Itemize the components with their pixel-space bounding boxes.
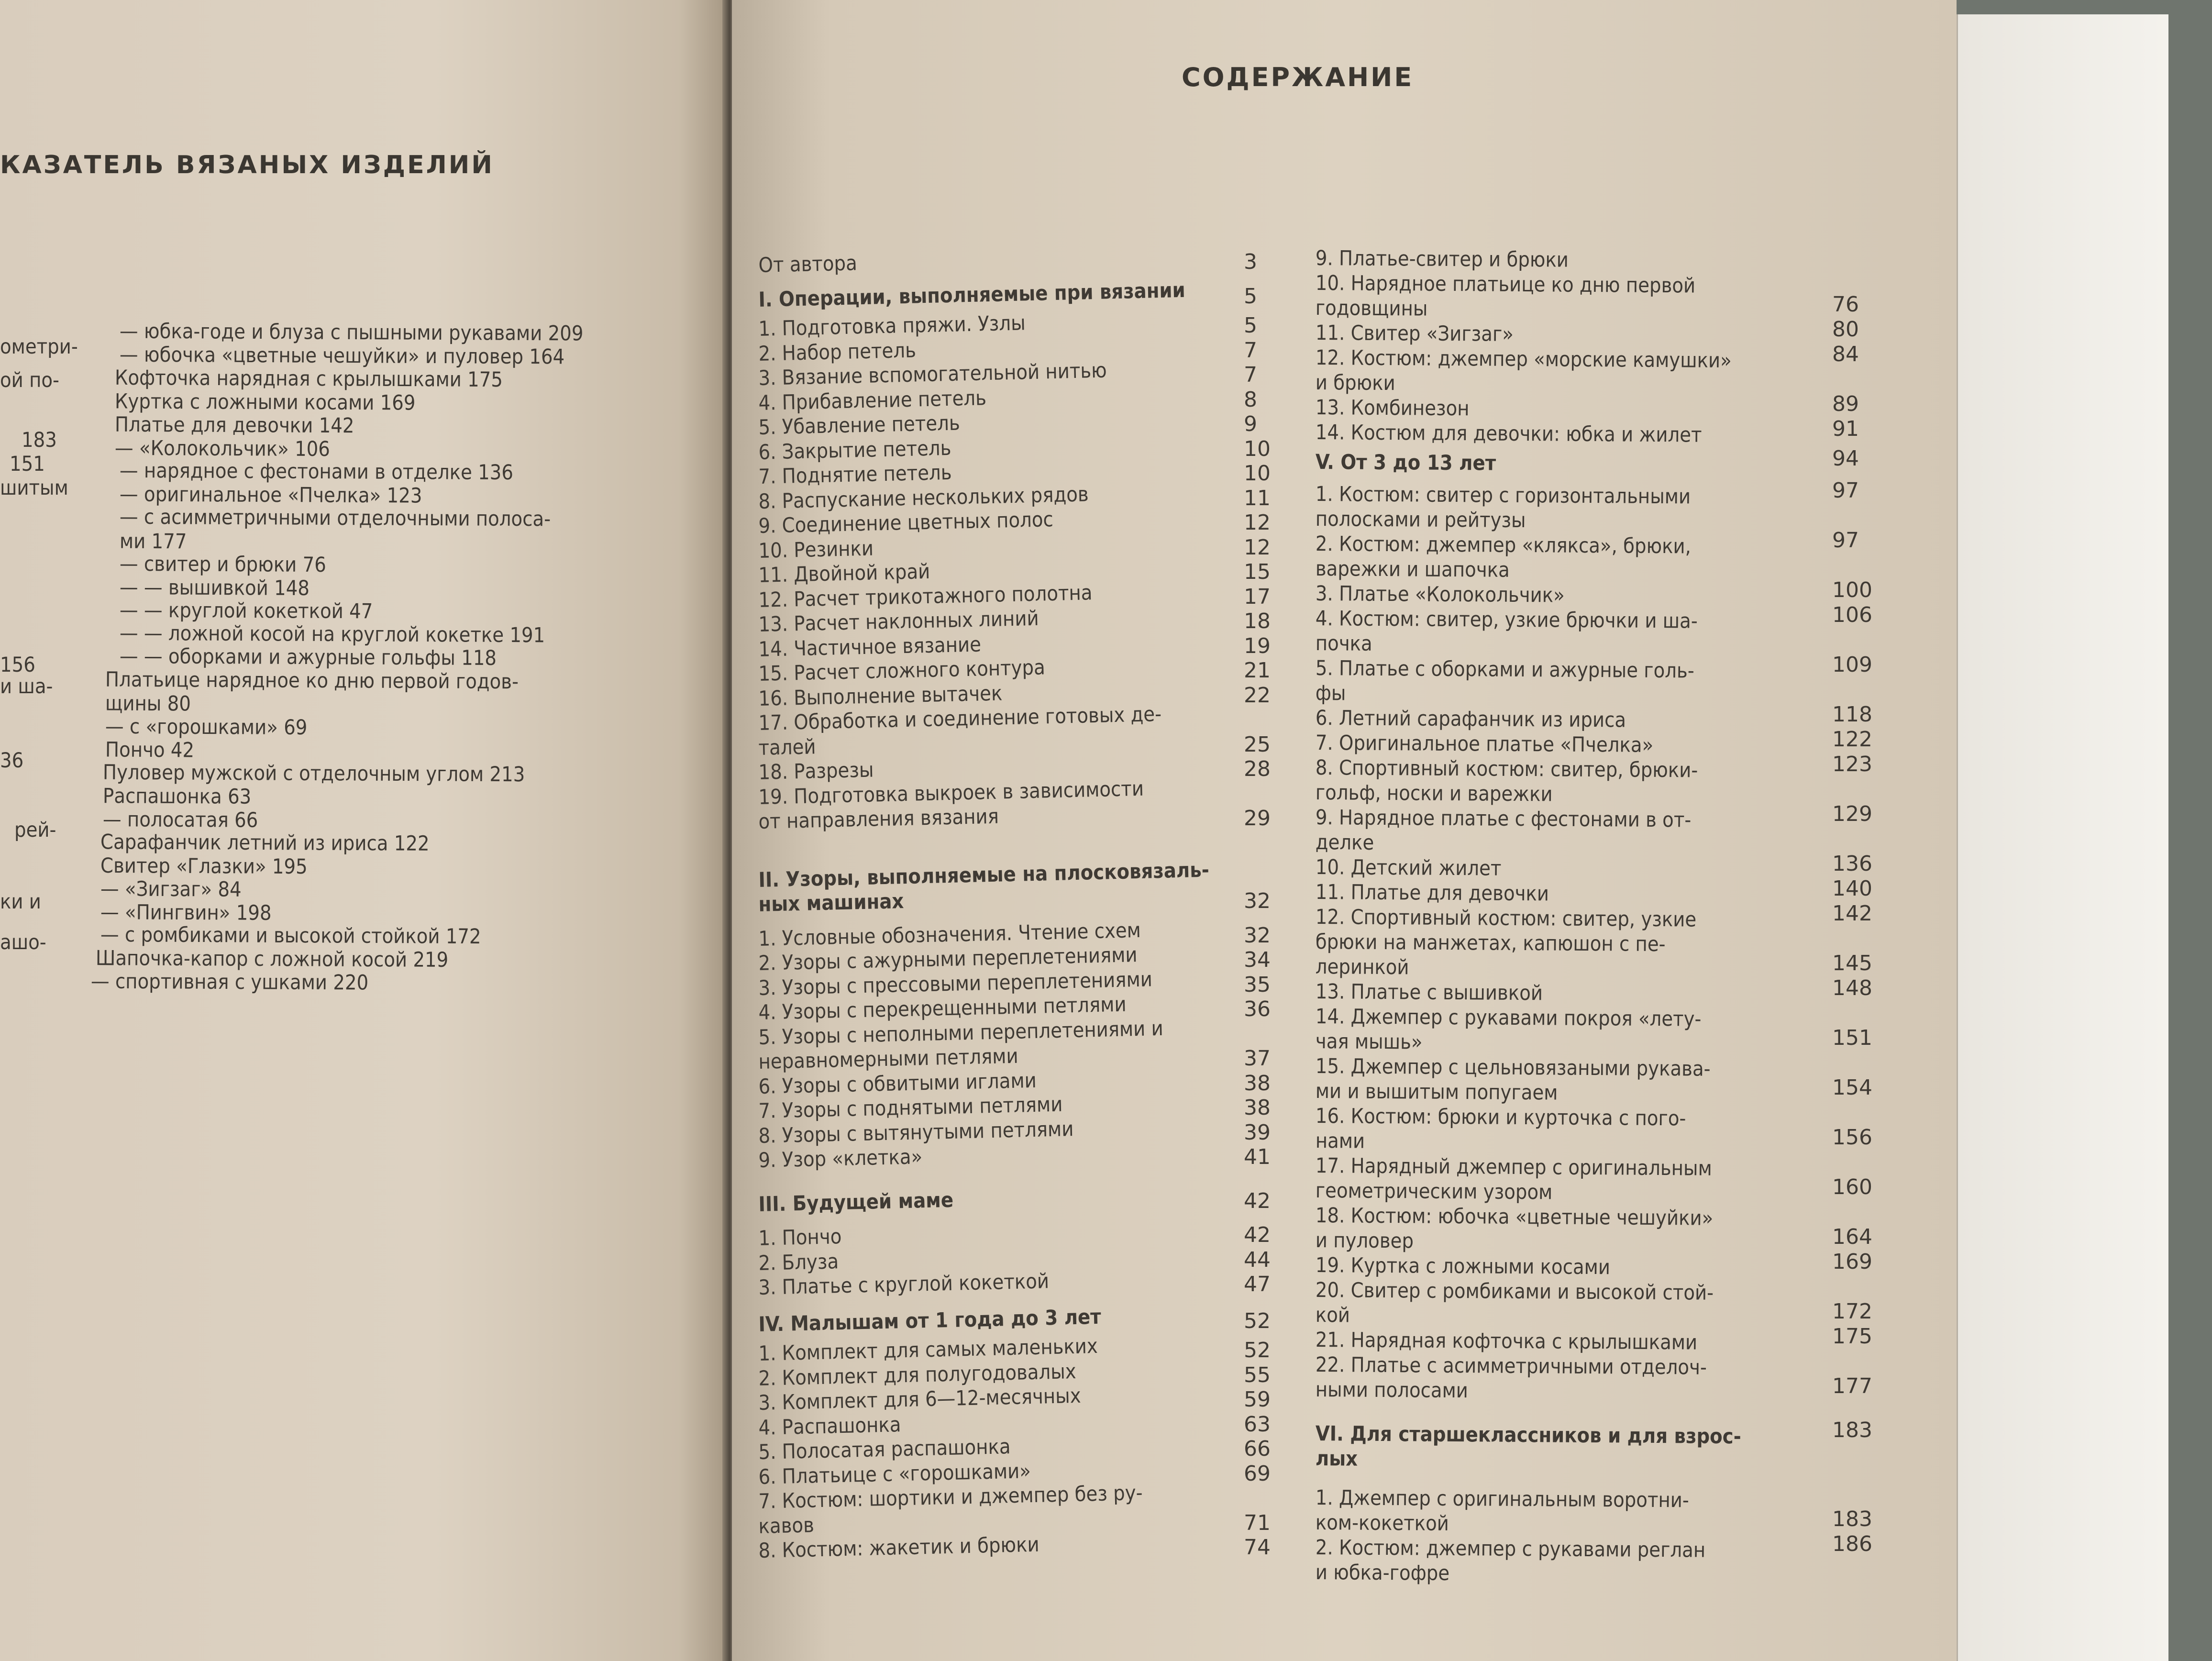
index-entry: щины 80 <box>105 691 191 716</box>
contents-page-number: 15 <box>1244 560 1271 584</box>
contents-page-number: 66 <box>1244 1437 1271 1461</box>
index-entry: — «Пингвин» 198 <box>100 900 272 925</box>
contents-entry: почка <box>1315 631 1372 656</box>
contents-entry: 16. Костюм: брюки и курточка с пого- <box>1315 1104 1686 1131</box>
contents-page-number: 37 <box>1244 1046 1271 1071</box>
contents-entry: фы <box>1315 681 1346 706</box>
contents-page-number: 80 <box>1832 317 1859 342</box>
contents-page-number: 35 <box>1244 973 1271 997</box>
contents-page-number: 145 <box>1832 951 1872 975</box>
contents-page-number: 5 <box>1244 284 1257 309</box>
contents-entry: 8. Костюм: жакетик и брюки <box>758 1532 1040 1563</box>
index-margin-fragment: ашо- <box>0 930 46 954</box>
page-stack-edge <box>1957 14 2168 1661</box>
contents-entry: 8. Узоры с вытянутыми петлями <box>758 1117 1074 1148</box>
index-entry: — нарядное с фестонами в отделке 136 <box>119 458 514 485</box>
contents-entry: 14. Частичное вязание <box>758 632 982 662</box>
contents-entry: варежки и шапочка <box>1315 557 1510 582</box>
contents-entry: 12. Костюм: джемпер «морские камушки» <box>1315 346 1732 373</box>
contents-page-number: 59 <box>1244 1387 1271 1412</box>
contents-entry: 2. Блуза <box>758 1250 839 1275</box>
contents-page-number: 84 <box>1832 342 1859 366</box>
index-entry: Свитер «Глазки» 195 <box>100 853 308 879</box>
contents-entry: 21. Нарядная кофточка с крылышками <box>1315 1328 1698 1355</box>
contents-entry: делке <box>1315 830 1374 855</box>
contents-section-heading: II. Узоры, выполняемые на плосковязаль- <box>758 858 1210 892</box>
contents-entry: 15. Расчет сложного контура <box>758 655 1046 686</box>
contents-page-number: 7 <box>1244 363 1257 387</box>
contents-page-number: 21 <box>1244 658 1271 683</box>
contents-page-number: 94 <box>1832 446 1859 471</box>
contents-page-number: 175 <box>1832 1324 1872 1349</box>
contents-entry: 1. Костюм: свитер с горизонтальными <box>1315 482 1691 509</box>
contents-page-number: 17 <box>1244 585 1271 609</box>
contents-entry: 4. Распашонка <box>758 1413 901 1440</box>
contents-entry: и юбка-гофре <box>1315 1561 1450 1585</box>
contents-entry: 1. Условные обозначения. Чтение схем <box>758 918 1141 951</box>
contents-page-number: 8 <box>1244 388 1257 412</box>
index-margin-fragment: ки и <box>0 890 41 914</box>
contents-entry: 12. Расчет трикотажного полотна <box>758 581 1093 612</box>
index-entry: Кофточка нарядная с крылышками 175 <box>114 365 503 392</box>
contents-entry: 13. Платье с вышивкой <box>1315 980 1543 1006</box>
contents-page-number: 28 <box>1244 757 1271 781</box>
contents-page-number: 156 <box>1832 1125 1872 1150</box>
contents-page-number: 71 <box>1244 1511 1271 1535</box>
contents-entry: 6. Летний сарафанчик из ириса <box>1315 706 1626 732</box>
contents-page-number: 140 <box>1832 876 1872 901</box>
index-entry: — — вышивкой 148 <box>119 575 310 601</box>
contents-page-number: 34 <box>1244 948 1271 972</box>
contents-page-number: 177 <box>1832 1374 1872 1398</box>
contents-page-number: 52 <box>1244 1309 1271 1333</box>
contents-entry: 2. Костюм: джемпер «клякса», брюки, <box>1315 532 1692 559</box>
contents-page-number: 12 <box>1244 535 1271 560</box>
contents-entry: 18. Костюм: юбочка «цветные чешуйки» <box>1315 1204 1714 1230</box>
index-margin-fragment: ометри- <box>0 335 78 359</box>
contents-entry: полосками и рейтузы <box>1315 507 1526 533</box>
contents-section-heading: I. Операции, выполняемые при вязании <box>758 278 1186 312</box>
index-entry: — «Зигзаг» 84 <box>100 877 242 902</box>
index-entry: — «Колокольчик» 106 <box>114 436 331 462</box>
contents-entry: леринкой <box>1315 955 1409 980</box>
contents-entry: 5. Убавление петель <box>758 411 961 440</box>
index-entry: Шапочка-капор с ложной косой 219 <box>95 946 449 972</box>
contents-page-number: 183 <box>1832 1507 1872 1531</box>
contents-page-number: 19 <box>1244 634 1271 658</box>
contents-page-number: 42 <box>1244 1223 1271 1247</box>
index-title: КАЗАТЕЛЬ ВЯЗАНЫХ ИЗДЕЛИЙ <box>0 151 494 179</box>
contents-entry: 10. Резинки <box>758 536 874 563</box>
contents-page-number: 142 <box>1832 901 1872 926</box>
index-margin-fragment: шитым <box>0 476 68 500</box>
contents-page-number: 38 <box>1244 1071 1271 1096</box>
contents-entry: 10. Нарядное платьице ко дню первой <box>1315 271 1696 298</box>
contents-entry: 22. Платье с асимметричными отделоч- <box>1315 1353 1707 1380</box>
contents-entry: талей <box>758 735 817 760</box>
contents-page-number: 22 <box>1244 683 1271 708</box>
index-entry: — свитер и брюки 76 <box>119 552 326 577</box>
contents-page-number: 41 <box>1244 1145 1271 1169</box>
contents-entry: 7. Узоры с поднятыми петлями <box>758 1092 1063 1123</box>
index-entry: — оригинальное «Пчелка» 123 <box>119 482 422 508</box>
index-entry: — — ложной косой на круглой кокетке 191 <box>119 621 545 648</box>
contents-page-number: 122 <box>1832 727 1872 752</box>
contents-entry: чая мышь» <box>1315 1030 1423 1054</box>
index-margin-fragment: 183 <box>22 428 57 452</box>
contents-entry: 10. Детский жилет <box>1315 855 1502 881</box>
contents-section-heading: VI. Для старшеклассников и для взрос- <box>1315 1422 1741 1449</box>
contents-entry: 7. Костюм: шортики и джемпер без ру- <box>758 1481 1143 1514</box>
contents-page-number: 12 <box>1244 510 1271 535</box>
contents-page-number: 164 <box>1832 1225 1872 1249</box>
contents-entry: 6. Платьице с «горошками» <box>758 1459 1031 1489</box>
contents-section-heading: IV. Малышам от 1 года до 3 лет <box>758 1305 1102 1337</box>
contents-entry: 12. Спортивный костюм: свитер, узкие <box>1315 905 1697 932</box>
contents-entry: 9. Платье-свитер и брюки <box>1315 246 1569 272</box>
index-entry: Пончо 42 <box>105 738 195 763</box>
index-margin-fragment: 151 <box>10 452 45 476</box>
contents-entry: 20. Свитер с ромбиками и высокой стой- <box>1315 1278 1714 1305</box>
contents-page-number: 172 <box>1832 1299 1872 1324</box>
contents-page-number: 76 <box>1832 292 1859 317</box>
contents-entry: брюки на манжетах, капюшон с пе- <box>1315 930 1666 957</box>
index-entry: — юбочка «цветные чешуйки» и пуловер 164 <box>119 343 565 369</box>
contents-entry: 1. Подготовка пряжи. Узлы <box>758 311 1026 341</box>
contents-entry: 9. Соединение цветных полос <box>758 508 1054 538</box>
contents-entry: 2. Костюм: джемпер с рукавами реглан <box>1315 1536 1706 1562</box>
index-entry: Пуловер мужской с отделочным углом 213 <box>102 760 525 787</box>
contents-entry: 2. Набор петель <box>758 338 917 366</box>
contents-entry: 14. Костюм для девочки: юбка и жилет <box>1315 421 1702 447</box>
contents-entry: От автора <box>758 251 858 277</box>
index-entry: Распашонка 63 <box>102 784 252 809</box>
index-entry: — спортивная с ушками 220 <box>90 969 369 995</box>
index-margin-fragment: ой по- <box>0 368 60 392</box>
contents-page-number: 160 <box>1832 1175 1872 1199</box>
index-entry: Платье для девочки 142 <box>114 412 354 438</box>
index-entry: — — круглой кокеткой 47 <box>119 598 373 624</box>
contents-page-number: 39 <box>1244 1120 1271 1145</box>
contents-entry: 1. Пончо <box>758 1225 842 1251</box>
contents-page-number: 11 <box>1244 486 1271 510</box>
contents-entry: 5. Платье с оборками и ажурные голь- <box>1315 656 1694 683</box>
index-entry: — с «горошками» 69 <box>105 714 308 740</box>
contents-entry: 14. Джемпер с рукавами покроя «лету- <box>1315 1005 1702 1031</box>
index-entry: Сарафанчик летний из ириса 122 <box>100 830 430 856</box>
contents-entry: 8. Спортивный костюм: свитер, брюки- <box>1315 756 1698 783</box>
contents-page-number: 55 <box>1244 1363 1271 1387</box>
contents-section-heading: лых <box>1315 1447 1358 1471</box>
contents-entry: 11. Свитер «Зигзаг» <box>1315 321 1514 346</box>
contents-entry: 6. Узоры с обвитыми иглами <box>758 1068 1037 1099</box>
contents-page-number: 9 <box>1244 412 1257 436</box>
contents-entry: 11. Платье для девочки <box>1315 880 1549 906</box>
contents-entry: 4. Прибавление петель <box>758 386 987 415</box>
contents-page-number: 32 <box>1244 889 1271 913</box>
contents-page-number: 129 <box>1832 802 1872 826</box>
contents-page-number: 118 <box>1832 702 1872 727</box>
index-entry: — с асимметричными отделочными полоса- <box>119 505 551 532</box>
contents-entry: кавов <box>758 1513 815 1539</box>
contents-page-number: 123 <box>1832 752 1872 776</box>
contents-entry: ными полосами <box>1315 1378 1469 1403</box>
index-margin-fragment: рей- <box>14 818 56 842</box>
contents-entry: 3. Комплект для 6—12-месячных <box>758 1384 1082 1415</box>
contents-page-number: 36 <box>1244 997 1271 1021</box>
contents-page-number: 186 <box>1832 1532 1872 1556</box>
contents-title: СОДЕРЖАНИЕ <box>1182 62 1414 92</box>
contents-entry: 7. Оригинальное платье «Пчелка» <box>1315 731 1654 757</box>
index-entry: — полосатая 66 <box>102 808 258 832</box>
contents-page-number: 183 <box>1832 1418 1872 1442</box>
contents-page-number: 32 <box>1244 923 1271 948</box>
contents-entry: и пуловер <box>1315 1229 1414 1253</box>
contents-entry: геометрическим узором <box>1315 1179 1553 1205</box>
contents-page-number: 136 <box>1832 852 1872 876</box>
contents-entry: 7. Поднятие петель <box>758 460 952 489</box>
contents-entry: 5. Полосатая распашонка <box>758 1435 1011 1464</box>
contents-entry: 4. Узоры с перекрещенными петлями <box>758 992 1127 1025</box>
contents-page-number: 74 <box>1244 1535 1271 1560</box>
contents-page-number: 109 <box>1832 653 1872 677</box>
contents-entry: 4. Костюм: свитер, узкие брючки и ша- <box>1315 607 1698 633</box>
contents-page-number: 29 <box>1244 806 1271 830</box>
index-margin-fragment: 156 <box>0 653 35 677</box>
contents-entry: 2. Комплект для полугодовалых <box>758 1359 1077 1391</box>
contents-entry: 3. Платье с круглой кокеткой <box>758 1269 1050 1300</box>
contents-page-number: 91 <box>1832 417 1859 441</box>
contents-entry: 9. Узор «клетка» <box>758 1145 923 1173</box>
contents-page-number: 38 <box>1244 1096 1271 1120</box>
contents-entry: 9. Нарядное платье с фестонами в от- <box>1315 806 1692 832</box>
contents-entry: 5. Узоры с неполными переплетениями и <box>758 1016 1164 1050</box>
contents-entry: 2. Узоры с ажурными переплетениями <box>758 943 1138 975</box>
contents-page-number: 3 <box>1244 250 1257 274</box>
contents-section-heading: III. Будущей маме <box>758 1188 954 1217</box>
contents-entry: 17. Нарядный джемпер с оригинальным <box>1315 1154 1712 1181</box>
contents-entry: нами <box>1315 1129 1365 1153</box>
index-entry: Платьице нарядное ко дню первой годов- <box>105 667 519 694</box>
contents-entry: 3. Вязание вспомогательной нитью <box>758 358 1107 390</box>
index-margin-fragment: и ша- <box>0 675 53 698</box>
index-entry: Куртка с ложными косами 169 <box>114 389 416 415</box>
contents-page-number: 63 <box>1244 1412 1271 1437</box>
contents-entry: 3. Узоры с прессовыми переплетениями <box>758 967 1153 1000</box>
contents-entry: ми и вышитым попугаем <box>1315 1079 1558 1105</box>
contents-entry: 11. Двойной край <box>758 559 930 587</box>
contents-entry: 18. Разрезы <box>758 758 874 785</box>
contents-page-number: 10 <box>1244 437 1271 461</box>
index-entry: — юбка-годе и блуза с пышными рукавами 209 <box>119 319 584 346</box>
contents-entry: 3. Платье «Колокольчик» <box>1315 582 1565 608</box>
contents-page-number: 25 <box>1244 732 1271 757</box>
contents-page-number: 10 <box>1244 461 1271 486</box>
index-margin-fragment: 36 <box>0 749 24 773</box>
index-entry: ми 177 <box>119 529 187 554</box>
contents-entry: 1. Джемпер с оригинальным воротни- <box>1315 1486 1690 1513</box>
contents-entry: годовщины <box>1315 296 1428 321</box>
contents-entry: неравномерными петлями <box>758 1044 1019 1074</box>
contents-entry: 16. Выполнение вытачек <box>758 681 1003 711</box>
contents-page-number: 154 <box>1832 1075 1872 1100</box>
index-entry: — — оборками и ажурные гольфы 118 <box>119 644 497 671</box>
contents-entry: 8. Распускание нескольких рядов <box>758 482 1089 514</box>
contents-entry: 1. Комплект для самых маленьких <box>758 1334 1098 1366</box>
contents-entry: и брюки <box>1315 371 1395 396</box>
contents-page-number: 169 <box>1832 1250 1872 1274</box>
contents-page-number: 42 <box>1244 1189 1271 1213</box>
contents-section-heading: V. От 3 до 13 лет <box>1315 450 1496 476</box>
index-entry: — с ромбиками и высокой стойкой 172 <box>100 922 481 949</box>
contents-page-number: 100 <box>1832 578 1872 602</box>
contents-page-number: 97 <box>1832 528 1859 553</box>
contents-page-number: 151 <box>1832 1026 1872 1050</box>
contents-entry: 19. Куртка с ложными косами <box>1315 1253 1611 1280</box>
contents-entry: 6. Закрытие петель <box>758 436 951 465</box>
contents-section-heading: ных машинах <box>758 889 904 917</box>
contents-page-number: 89 <box>1832 392 1859 416</box>
contents-page-number: 18 <box>1244 609 1271 633</box>
contents-entry: от направления вязания <box>758 804 999 834</box>
contents-page-number: 5 <box>1244 313 1257 338</box>
contents-page-number: 97 <box>1832 478 1859 503</box>
contents-entry: 13. Комбинезон <box>1315 396 1470 421</box>
contents-page-number: 148 <box>1832 976 1872 1000</box>
contents-entry: гольф, носки и варежки <box>1315 781 1553 807</box>
contents-entry: ком-кокеткой <box>1315 1511 1449 1536</box>
contents-page-number: 44 <box>1244 1248 1271 1272</box>
contents-entry: 13. Расчет наклонных линий <box>758 606 1040 637</box>
contents-page-number: 106 <box>1832 603 1872 627</box>
contents-page-number: 69 <box>1244 1462 1271 1486</box>
contents-entry: 19. Подготовка выкроек в зависимости <box>758 776 1144 809</box>
contents-entry: 15. Джемпер с цельновязаными рукава- <box>1315 1054 1711 1081</box>
contents-page-number: 7 <box>1244 338 1257 363</box>
contents-page-number: 47 <box>1244 1272 1271 1296</box>
contents-page-number: 52 <box>1244 1338 1271 1362</box>
contents-entry: кой <box>1315 1303 1350 1328</box>
contents-entry: 17. Обработка и соединение готовых де- <box>758 702 1162 735</box>
